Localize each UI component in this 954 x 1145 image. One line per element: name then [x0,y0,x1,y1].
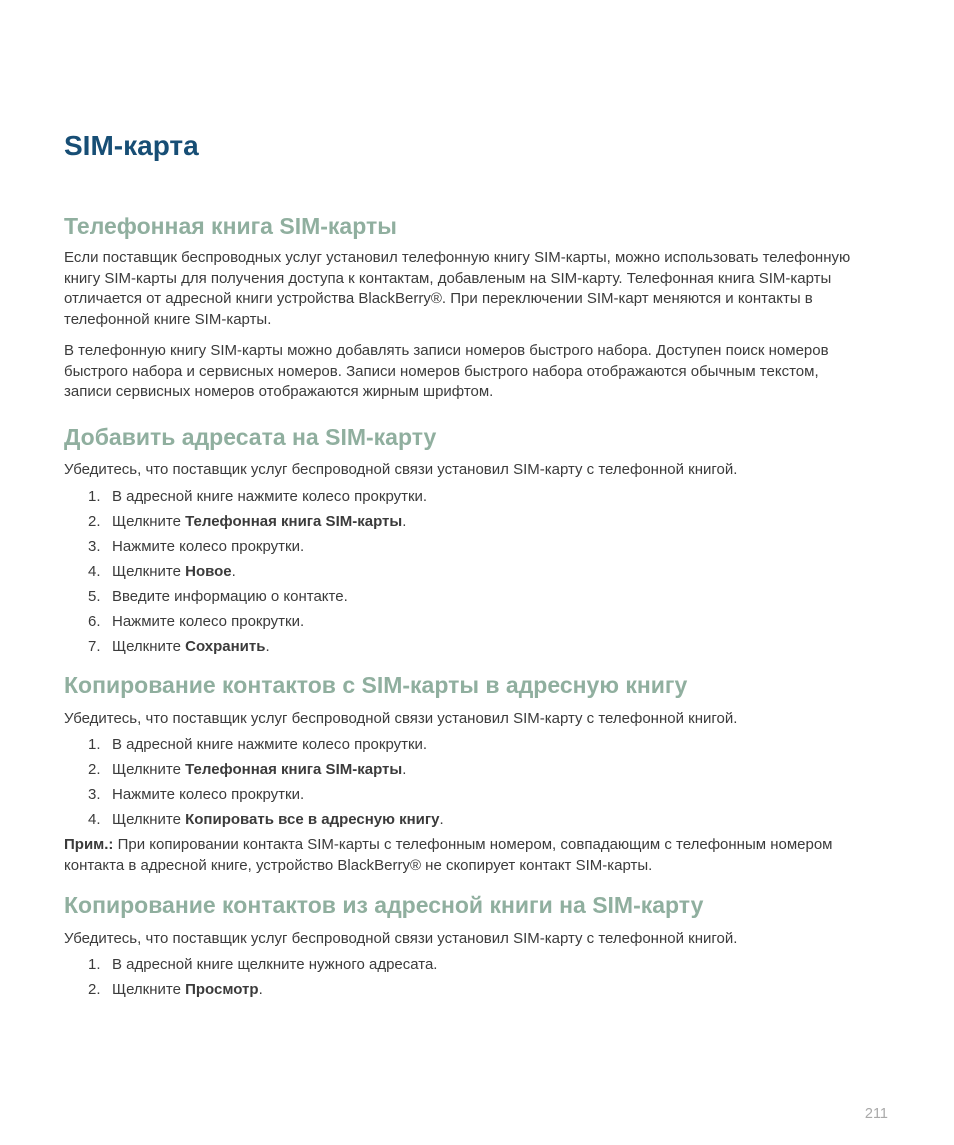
numbered-step [64,562,890,583]
step-text: Нажмите колесо прокрутки. [112,612,305,630]
section-add-contact [64,424,890,658]
text-line: записи сервисных номеров отображаются жирным шрифтом. [64,383,494,400]
step-text: Щелкните Сохранить. [112,637,270,655]
step-text: Нажмите колесо прокрутки. [112,537,305,555]
step-number: 3. [88,786,101,803]
text-line: книгу SIM-карты для получения доступа к контактам, добавленым на SIM-карту. Телефонная книга SIM-карты [64,269,832,287]
page-number: 211 [864,1106,888,1122]
section-heading-copy-sim-to-book: Копирование контактов с SIM-карты в адресную книгу [64,672,688,698]
step-text: Щелкните Телефонная книга SIM-карты. [112,512,407,530]
step-number: 1. [88,736,101,753]
page-title: SIM-карта [64,130,199,161]
numbered-step-list [64,955,890,1001]
section-intro: Убедитесь, что поставщик услуг беспроводной связи установил SIM-карту с телефонной книгой. [64,929,738,947]
step-text: В адресной книге нажмите колесо прокрутки. [112,736,428,753]
text-line: Прим.: При копировании контакта SIM-карты с телефонным номером, совпадающим с телефонным номером [64,836,833,853]
step-number: 1. [88,487,101,505]
step-text: Щелкните Новое. [112,562,236,580]
step-number: 2. [88,981,101,998]
numbered-step [64,587,890,608]
text-line: телефонной книге SIM-карты. [64,310,272,328]
section-heading-sim-phonebook: Телефонная книга SIM-карты [64,213,397,239]
section-intro: Убедитесь, что поставщик услуг беспроводной связи установил SIM-карту с телефонной книгой. [64,709,738,727]
text-line: Если поставщик беспроводных услуг установил телефонную книгу SIM-карты, можно использовать телефонную [64,249,851,266]
step-number: 7. [88,637,101,655]
step-text: Щелкните Телефонная книга SIM-карты. [112,761,407,778]
numbered-step [64,785,890,806]
text-line: быстрого набора и сервисных номеров. Записи номеров быстрого набора отображаются обычным текстом, [64,362,819,380]
numbered-step-list [64,487,890,658]
section-sim-phonebook [64,213,890,403]
numbered-step [64,512,890,533]
numbered-step [64,760,890,781]
section-intro: Убедитесь, что поставщик услуг беспроводной связи установил SIM-карту с телефонной книгой. [64,461,738,478]
section-heading-copy-book-to-sim: Копирование контактов из адресной книги на SIM-карту [64,892,704,918]
note-paragraph [64,835,890,876]
numbered-step [64,810,890,831]
text-line: В телефонную книгу SIM-карты можно добавлять записи номеров быстрого набора. Доступен поиск номеров [64,342,829,359]
text-line: отличается от адресной книги устройства BlackBerry®. При переключении SIM-карт меняются и контакты в [64,290,813,307]
step-text: Нажмите колесо прокрутки. [112,786,305,803]
step-number: 2. [88,761,101,778]
numbered-step [64,735,890,756]
step-number: 4. [88,811,101,828]
numbered-step [64,612,890,633]
step-text: В адресной книге щелкните нужного адресата. [112,956,438,973]
step-text: Введите информацию о контакте. [112,587,348,605]
body-paragraph [64,341,890,403]
step-text: Щелкните Просмотр. [112,981,263,998]
section-copy-book-to-sim [64,892,890,1001]
numbered-step [64,980,890,1001]
section-heading-add-contact: Добавить адресата на SIM-карту [64,423,437,450]
step-number: 4. [88,562,101,580]
step-number: 1. [88,956,101,973]
numbered-step [64,487,890,508]
body-paragraph [64,248,890,330]
text-line: контакта в адресной книге, устройство BlackBerry® не скопирует контакт SIM-карты. [64,856,653,874]
section-copy-sim-to-book [64,672,890,876]
numbered-step-list [64,735,890,831]
step-text: В адресной книге нажмите колесо прокрутки. [112,487,428,505]
numbered-step [64,637,890,658]
numbered-step [64,955,890,976]
note-label: Прим.: [64,836,114,853]
step-number: 5. [88,587,101,605]
step-number: 2. [88,512,101,530]
numbered-step [64,537,890,558]
step-number: 6. [88,612,101,630]
step-text: Щелкните Копировать все в адресную книгу. [112,811,444,828]
step-number: 3. [88,537,101,555]
